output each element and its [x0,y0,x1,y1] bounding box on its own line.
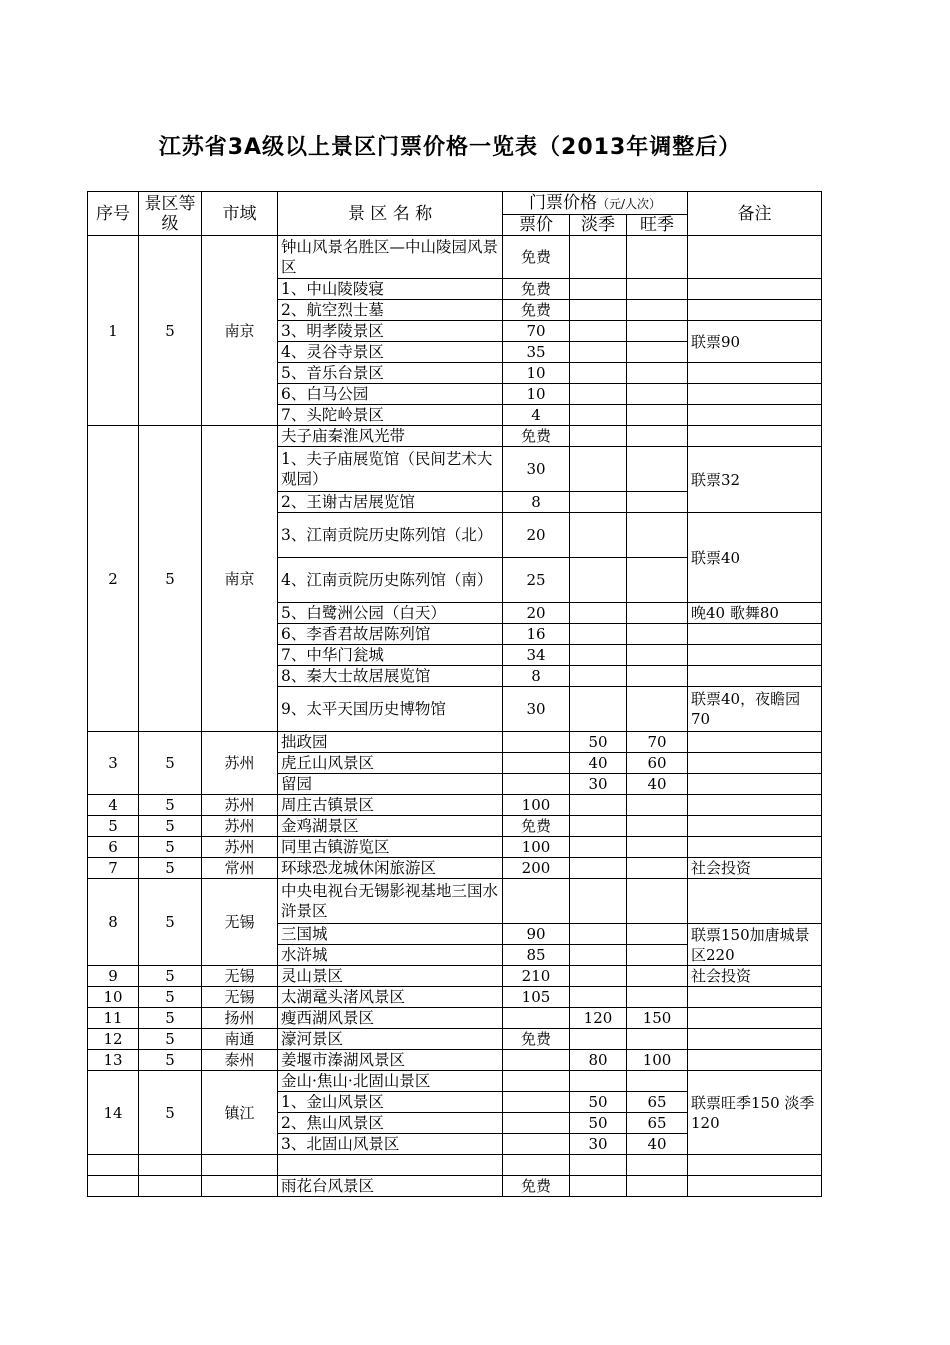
cell-scenic-name: 环球恐龙城休闲旅游区 [278,858,503,879]
cell-remark [688,236,822,279]
table-row [88,987,822,1008]
cell-low [570,987,627,1008]
cell-peak [627,513,688,558]
cell-level: 5 [139,732,202,795]
table-row [88,816,822,837]
cell-scenic-name: 1、金山风景区 [278,1092,503,1113]
cell-scenic-name: 2、王谢古居展览馆 [278,492,503,513]
cell-remark [688,879,822,924]
header-level: 景区等级 [139,192,202,236]
cell-price: 免费 [503,1029,570,1050]
cell-low: 50 [570,1092,627,1113]
cell-level: 5 [139,1050,202,1071]
cell-city: 常州 [202,858,278,879]
cell-peak [627,300,688,321]
cell-price: 8 [503,666,570,687]
cell-level: 5 [139,1071,202,1155]
cell-price [503,1134,570,1155]
cell-scenic-name: 7、中华门瓮城 [278,645,503,666]
cell-seq: 13 [88,1050,139,1071]
cell-low [570,1071,627,1092]
scenic-price-table [87,191,822,1197]
cell-low [570,858,627,879]
cell-low: 40 [570,753,627,774]
cell-price [503,1092,570,1113]
cell-price [503,732,570,753]
cell-scenic-name: 9、太平天国历史博物馆 [278,687,503,732]
cell-peak [627,405,688,426]
cell-level: 5 [139,987,202,1008]
cell-city: 镇江 [202,1071,278,1155]
cell-peak [627,492,688,513]
cell-remark [688,666,822,687]
header-price-unit: （元/人次） [596,196,662,211]
header-price-group-label: 门票价格 [528,192,597,213]
cell-low [570,384,627,405]
cell-low [570,513,627,558]
cell-scenic-name: 中央电视台无锡影视基地三国水浒景区 [278,879,503,924]
cell-price: 200 [503,858,570,879]
cell-city: 南京 [202,426,278,732]
cell-remark [688,816,822,837]
cell-scenic-name: 金山·焦山·北固山景区 [278,1071,503,1092]
cell-remark [688,1029,822,1050]
cell-peak: 60 [627,753,688,774]
cell-peak: 100 [627,1050,688,1071]
cell-seq: 5 [88,816,139,837]
cell-remark [688,1155,822,1176]
cell-seq [88,1176,139,1197]
cell-remark [688,1050,822,1071]
cell-remark [688,753,822,774]
cell-scenic-name [278,1155,503,1176]
cell-seq: 14 [88,1071,139,1155]
cell-scenic-name: 太湖鼋头渚风景区 [278,987,503,1008]
cell-seq: 1 [88,236,139,426]
cell-remark: 联票40 [688,513,822,603]
cell-low [570,645,627,666]
cell-peak [627,966,688,987]
cell-low [570,795,627,816]
cell-level: 5 [139,879,202,966]
cell-seq: 9 [88,966,139,987]
cell-scenic-name: 金鸡湖景区 [278,816,503,837]
cell-seq: 2 [88,426,139,732]
cell-level [139,1155,202,1176]
table-row [88,966,822,987]
cell-city: 无锡 [202,879,278,966]
cell-price: 免费 [503,236,570,279]
cell-scenic-name: 5、音乐台景区 [278,363,503,384]
cell-price [503,1071,570,1092]
cell-remark [688,300,822,321]
cell-remark [688,795,822,816]
cell-scenic-name: 1、中山陵陵寝 [278,279,503,300]
cell-price [503,753,570,774]
cell-remark: 联票40，夜瞻园70 [688,687,822,732]
cell-level: 5 [139,1029,202,1050]
cell-peak [627,795,688,816]
cell-peak [627,558,688,603]
cell-low: 30 [570,774,627,795]
cell-price [503,774,570,795]
cell-price: 免费 [503,426,570,447]
cell-peak [627,924,688,945]
cell-low [570,300,627,321]
cell-scenic-name: 钟山风景名胜区—中山陵园风景区 [278,236,503,279]
cell-scenic-name: 1、夫子庙展览馆（民间艺术大观园） [278,447,503,492]
cell-scenic-name: 4、江南贡院历史陈列馆（南） [278,558,503,603]
cell-seq: 3 [88,732,139,795]
cell-remark [688,279,822,300]
cell-peak [627,666,688,687]
cell-remark [688,837,822,858]
cell-seq [88,1155,139,1176]
cell-city: 无锡 [202,987,278,1008]
cell-low [570,1029,627,1050]
table-row [88,1008,822,1029]
cell-low [570,236,627,279]
cell-seq: 12 [88,1029,139,1050]
cell-seq: 7 [88,858,139,879]
cell-peak [627,945,688,966]
cell-low [570,624,627,645]
cell-level: 5 [139,816,202,837]
cell-remark [688,774,822,795]
table-row [88,837,822,858]
table-row [88,879,822,924]
cell-peak [627,321,688,342]
cell-scenic-name: 三国城 [278,924,503,945]
cell-level: 5 [139,1008,202,1029]
cell-remark [688,1176,822,1197]
cell-city: 苏州 [202,837,278,858]
cell-price: 10 [503,384,570,405]
cell-price: 70 [503,321,570,342]
cell-remark [688,363,822,384]
cell-remark [688,732,822,753]
cell-remark: 社会投资 [688,858,822,879]
cell-low: 50 [570,732,627,753]
header-peak-season: 旺季 [627,215,688,236]
cell-peak [627,987,688,1008]
cell-price: 20 [503,513,570,558]
cell-price: 35 [503,342,570,363]
cell-city: 苏州 [202,795,278,816]
cell-level: 5 [139,426,202,732]
cell-price: 免费 [503,1176,570,1197]
cell-price: 210 [503,966,570,987]
cell-price: 25 [503,558,570,603]
cell-remark [688,384,822,405]
header-price: 票价 [503,215,570,236]
cell-price: 105 [503,987,570,1008]
cell-low [570,321,627,342]
cell-scenic-name: 拙政园 [278,732,503,753]
cell-remark: 社会投资 [688,966,822,987]
cell-remark [688,624,822,645]
table-row [88,1050,822,1071]
cell-price: 100 [503,837,570,858]
cell-low: 30 [570,1134,627,1155]
cell-low [570,924,627,945]
cell-city: 泰州 [202,1050,278,1071]
cell-price: 30 [503,687,570,732]
cell-price: 34 [503,645,570,666]
cell-city: 苏州 [202,816,278,837]
cell-price: 100 [503,795,570,816]
cell-level: 5 [139,966,202,987]
cell-price: 免费 [503,279,570,300]
cell-low: 50 [570,1113,627,1134]
cell-low: 120 [570,1008,627,1029]
cell-low [570,342,627,363]
table-row [88,795,822,816]
cell-price: 85 [503,945,570,966]
table-row [88,1071,822,1092]
page-title: 江苏省3A级以上景区门票价格一览表（2013年调整后） [158,135,742,160]
cell-remark [688,987,822,1008]
cell-price: 8 [503,492,570,513]
cell-scenic-name: 灵山景区 [278,966,503,987]
cell-peak [627,363,688,384]
cell-remark: 联票旺季150 淡季120 [688,1071,822,1155]
cell-peak: 65 [627,1092,688,1113]
cell-low [570,879,627,924]
cell-low [570,363,627,384]
cell-peak [627,426,688,447]
cell-low [570,837,627,858]
cell-price [503,1155,570,1176]
cell-peak [627,1029,688,1050]
cell-city [202,1176,278,1197]
cell-peak [627,858,688,879]
cell-peak [627,1176,688,1197]
cell-scenic-name: 虎丘山风景区 [278,753,503,774]
table-row [88,1176,822,1197]
cell-peak [627,342,688,363]
cell-remark: 联票90 [688,321,822,363]
cell-price [503,1008,570,1029]
table-row [88,236,822,279]
header-remark: 备注 [688,192,822,236]
cell-price [503,1050,570,1071]
cell-peak [627,1155,688,1176]
cell-peak [627,837,688,858]
cell-price [503,879,570,924]
cell-scenic-name: 夫子庙秦淮风光带 [278,426,503,447]
cell-low [570,1155,627,1176]
table-row [88,1155,822,1176]
cell-remark [688,645,822,666]
cell-low [570,447,627,492]
cell-price: 30 [503,447,570,492]
cell-seq: 11 [88,1008,139,1029]
cell-low [570,426,627,447]
cell-peak [627,816,688,837]
cell-scenic-name: 水浒城 [278,945,503,966]
cell-remark: 晚40 歌舞80 [688,603,822,624]
cell-scenic-name: 3、江南贡院历史陈列馆（北） [278,513,503,558]
table-row [88,426,822,447]
cell-price: 90 [503,924,570,945]
cell-low [570,1176,627,1197]
cell-peak [627,624,688,645]
cell-price: 16 [503,624,570,645]
cell-scenic-name: 7、头陀岭景区 [278,405,503,426]
cell-low [570,945,627,966]
cell-seq: 6 [88,837,139,858]
cell-peak: 70 [627,732,688,753]
header-row-1 [88,192,822,215]
table-row [88,858,822,879]
cell-peak [627,687,688,732]
cell-scenic-name: 瘦西湖风景区 [278,1008,503,1029]
cell-low [570,966,627,987]
cell-low: 80 [570,1050,627,1071]
cell-peak: 65 [627,1113,688,1134]
cell-scenic-name: 留园 [278,774,503,795]
cell-scenic-name: 4、灵谷寺景区 [278,342,503,363]
cell-peak [627,879,688,924]
cell-scenic-name: 雨花台风景区 [278,1176,503,1197]
cell-low [570,558,627,603]
cell-scenic-name: 2、焦山风景区 [278,1113,503,1134]
cell-price: 20 [503,603,570,624]
cell-low [570,405,627,426]
cell-peak [627,236,688,279]
table-row [88,732,822,753]
cell-scenic-name: 周庄古镇景区 [278,795,503,816]
cell-remark [688,1008,822,1029]
cell-level: 5 [139,236,202,426]
cell-peak [627,447,688,492]
cell-city: 苏州 [202,732,278,795]
cell-peak [627,1071,688,1092]
cell-level [139,1176,202,1197]
cell-peak [627,645,688,666]
cell-low [570,816,627,837]
cell-scenic-name: 濠河景区 [278,1029,503,1050]
cell-peak [627,603,688,624]
header-city: 市域 [202,192,278,236]
cell-remark: 联票32 [688,447,822,513]
cell-scenic-name: 5、白鹭洲公园（白天） [278,603,503,624]
cell-city [202,1155,278,1176]
cell-remark [688,405,822,426]
cell-low [570,279,627,300]
cell-low [570,666,627,687]
cell-scenic-name: 同里古镇游览区 [278,837,503,858]
cell-level: 5 [139,858,202,879]
cell-city: 南京 [202,236,278,426]
cell-level: 5 [139,837,202,858]
cell-seq: 10 [88,987,139,1008]
table-body [88,236,822,1197]
cell-scenic-name: 8、秦大士故居展览馆 [278,666,503,687]
cell-scenic-name: 姜堰市溱湖风景区 [278,1050,503,1071]
table-row [88,1029,822,1050]
cell-peak [627,279,688,300]
header-seq: 序号 [88,192,139,236]
cell-seq: 4 [88,795,139,816]
cell-peak: 150 [627,1008,688,1029]
cell-remark [688,426,822,447]
cell-scenic-name: 3、北固山风景区 [278,1134,503,1155]
cell-price: 免费 [503,300,570,321]
cell-city: 无锡 [202,966,278,987]
header-name: 景 区 名 称 [278,192,503,236]
cell-city: 扬州 [202,1008,278,1029]
cell-peak: 40 [627,1134,688,1155]
cell-price: 4 [503,405,570,426]
cell-low [570,603,627,624]
header-price-group [503,192,688,215]
cell-peak: 40 [627,774,688,795]
cell-price [503,1113,570,1134]
cell-price: 10 [503,363,570,384]
cell-scenic-name: 3、明孝陵景区 [278,321,503,342]
cell-scenic-name: 6、李香君故居陈列馆 [278,624,503,645]
cell-price: 免费 [503,816,570,837]
header-low-season: 淡季 [570,215,627,236]
cell-remark: 联票150加唐城景区220 [688,924,822,966]
cell-peak [627,384,688,405]
cell-level: 5 [139,795,202,816]
cell-city: 南通 [202,1029,278,1050]
cell-low [570,492,627,513]
cell-scenic-name: 2、航空烈士墓 [278,300,503,321]
cell-seq: 8 [88,879,139,966]
cell-scenic-name: 6、白马公园 [278,384,503,405]
cell-low [570,687,627,732]
